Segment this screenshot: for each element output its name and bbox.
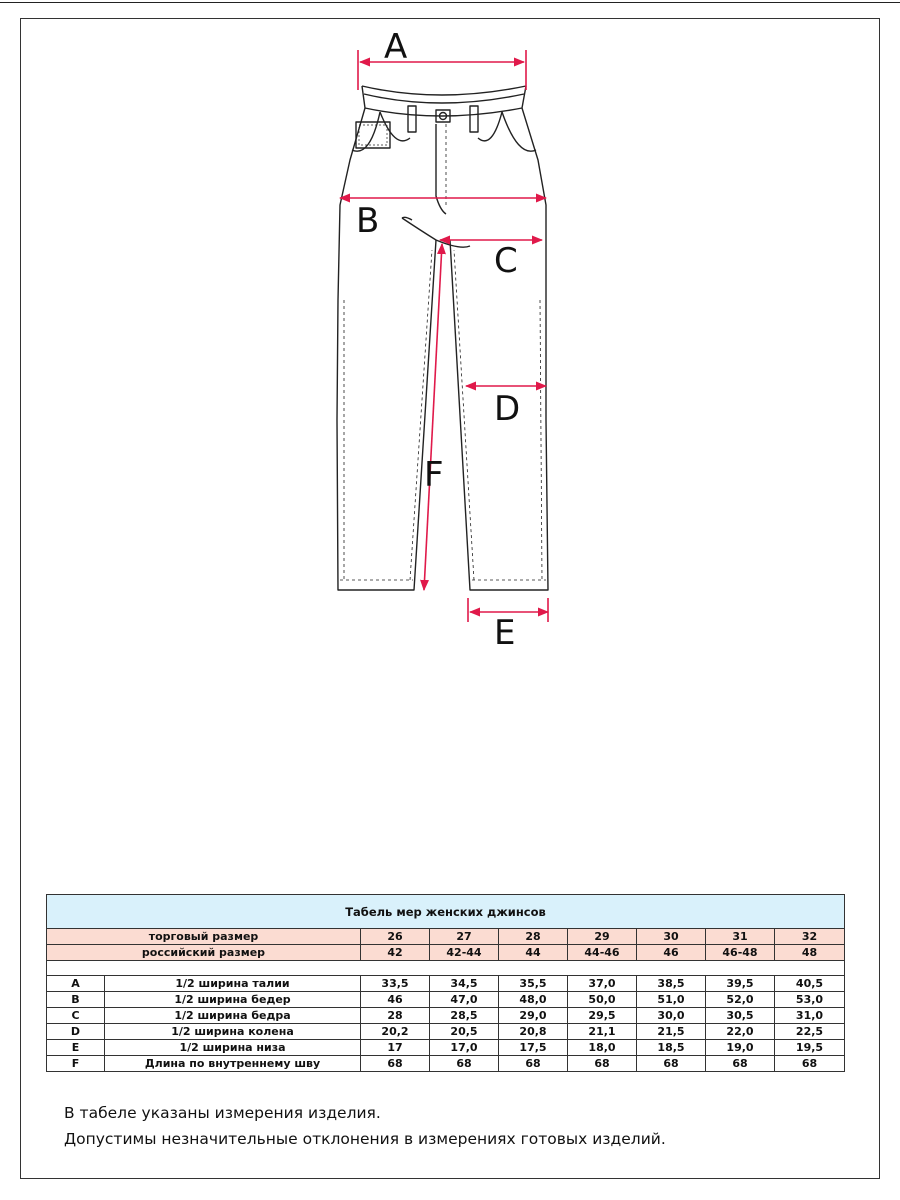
measure-value: 48,0 xyxy=(499,992,568,1008)
table-row xyxy=(47,976,845,992)
measure-value: 68 xyxy=(499,1056,568,1072)
measure-code: B xyxy=(47,992,105,1008)
measure-value: 35,5 xyxy=(499,976,568,992)
measure-value: 30,5 xyxy=(706,1008,775,1024)
ru-size-label: российский размер xyxy=(47,945,361,961)
measure-value: 28,5 xyxy=(430,1008,499,1024)
table-row xyxy=(47,1040,845,1056)
ru-size-row xyxy=(47,945,845,961)
label-d: D xyxy=(494,389,521,429)
measure-value: 18,5 xyxy=(637,1040,706,1056)
measure-value: 68 xyxy=(361,1056,430,1072)
measure-value: 22,0 xyxy=(706,1024,775,1040)
measure-value: 38,5 xyxy=(637,976,706,992)
measure-code: E xyxy=(47,1040,105,1056)
measure-value: 40,5 xyxy=(775,976,845,992)
measure-value: 39,5 xyxy=(706,976,775,992)
trade-size-label: торговый размер xyxy=(47,929,361,945)
measure-value: 52,0 xyxy=(706,992,775,1008)
measure-value: 21,1 xyxy=(568,1024,637,1040)
measure-value: 47,0 xyxy=(430,992,499,1008)
measure-value: 46 xyxy=(361,992,430,1008)
jeans-outline xyxy=(337,86,548,590)
table-row xyxy=(47,1056,845,1072)
measure-value: 29,0 xyxy=(499,1008,568,1024)
measure-value: 17,0 xyxy=(430,1040,499,1056)
trade-size-row xyxy=(47,929,845,945)
measure-name: 1/2 ширина талии xyxy=(105,976,361,992)
table-row xyxy=(47,1024,845,1040)
measure-value: 68 xyxy=(775,1056,845,1072)
ru-size-cell: 44-46 xyxy=(568,945,637,961)
trade-size-cell: 27 xyxy=(430,929,499,945)
ru-size-cell: 44 xyxy=(499,945,568,961)
trade-size-cell: 31 xyxy=(706,929,775,945)
measure-value: 33,5 xyxy=(361,976,430,992)
measure-name: 1/2 ширина бедер xyxy=(105,992,361,1008)
size-chart-table xyxy=(46,894,845,1072)
measure-value: 18,0 xyxy=(568,1040,637,1056)
measure-name: 1/2 ширина низа xyxy=(105,1040,361,1056)
measure-value: 68 xyxy=(637,1056,706,1072)
measure-value: 17 xyxy=(361,1040,430,1056)
ru-size-cell: 48 xyxy=(775,945,845,961)
measure-value: 20,2 xyxy=(361,1024,430,1040)
measure-value: 21,5 xyxy=(637,1024,706,1040)
measure-code: F xyxy=(47,1056,105,1072)
label-a: A xyxy=(384,27,408,67)
measure-value: 37,0 xyxy=(568,976,637,992)
trade-size-cell: 26 xyxy=(361,929,430,945)
measure-value: 19,5 xyxy=(775,1040,845,1056)
measure-code: D xyxy=(47,1024,105,1040)
measure-value: 50,0 xyxy=(568,992,637,1008)
label-c: C xyxy=(494,241,518,281)
measure-value: 28 xyxy=(361,1008,430,1024)
measure-value: 30,0 xyxy=(637,1008,706,1024)
measure-code: A xyxy=(47,976,105,992)
ru-size-cell: 46 xyxy=(637,945,706,961)
ru-size-cell: 42 xyxy=(361,945,430,961)
measure-name: 1/2 ширина бедра xyxy=(105,1008,361,1024)
measurement-lines xyxy=(340,50,548,622)
measure-value: 53,0 xyxy=(775,992,845,1008)
measure-value: 34,5 xyxy=(430,976,499,992)
note-line-1: В табеле указаны измерения изделия. xyxy=(64,1104,381,1122)
measure-value: 17,5 xyxy=(499,1040,568,1056)
trade-size-cell: 28 xyxy=(499,929,568,945)
measure-name: 1/2 ширина колена xyxy=(105,1024,361,1040)
measure-name: Длина по внутреннему шву xyxy=(105,1056,361,1072)
label-f: F xyxy=(424,455,444,495)
note-line-2: Допустимы незначительные отклонения в измерениях готовых изделий. xyxy=(64,1130,666,1148)
measure-value: 20,8 xyxy=(499,1024,568,1040)
measure-value: 68 xyxy=(568,1056,637,1072)
spacer-cell xyxy=(47,961,845,976)
ru-size-cell: 42-44 xyxy=(430,945,499,961)
trade-size-cell: 32 xyxy=(775,929,845,945)
notes-block xyxy=(64,1100,666,1152)
measure-value: 29,5 xyxy=(568,1008,637,1024)
measure-value: 68 xyxy=(430,1056,499,1072)
label-b: B xyxy=(356,201,380,241)
measure-value: 22,5 xyxy=(775,1024,845,1040)
measure-value: 19,0 xyxy=(706,1040,775,1056)
measure-code: C xyxy=(47,1008,105,1024)
measure-value: 68 xyxy=(706,1056,775,1072)
measure-value: 51,0 xyxy=(637,992,706,1008)
label-e: E xyxy=(494,613,516,653)
measure-value: 20,5 xyxy=(430,1024,499,1040)
table-row xyxy=(47,1008,845,1024)
table-title: Табель мер женских джинсов xyxy=(47,895,845,929)
trade-size-cell: 30 xyxy=(637,929,706,945)
trade-size-cell: 29 xyxy=(568,929,637,945)
table-title-row xyxy=(47,895,845,929)
ru-size-cell: 46-48 xyxy=(706,945,775,961)
measure-value: 31,0 xyxy=(775,1008,845,1024)
table-row xyxy=(47,992,845,1008)
spacer-row xyxy=(47,961,845,976)
